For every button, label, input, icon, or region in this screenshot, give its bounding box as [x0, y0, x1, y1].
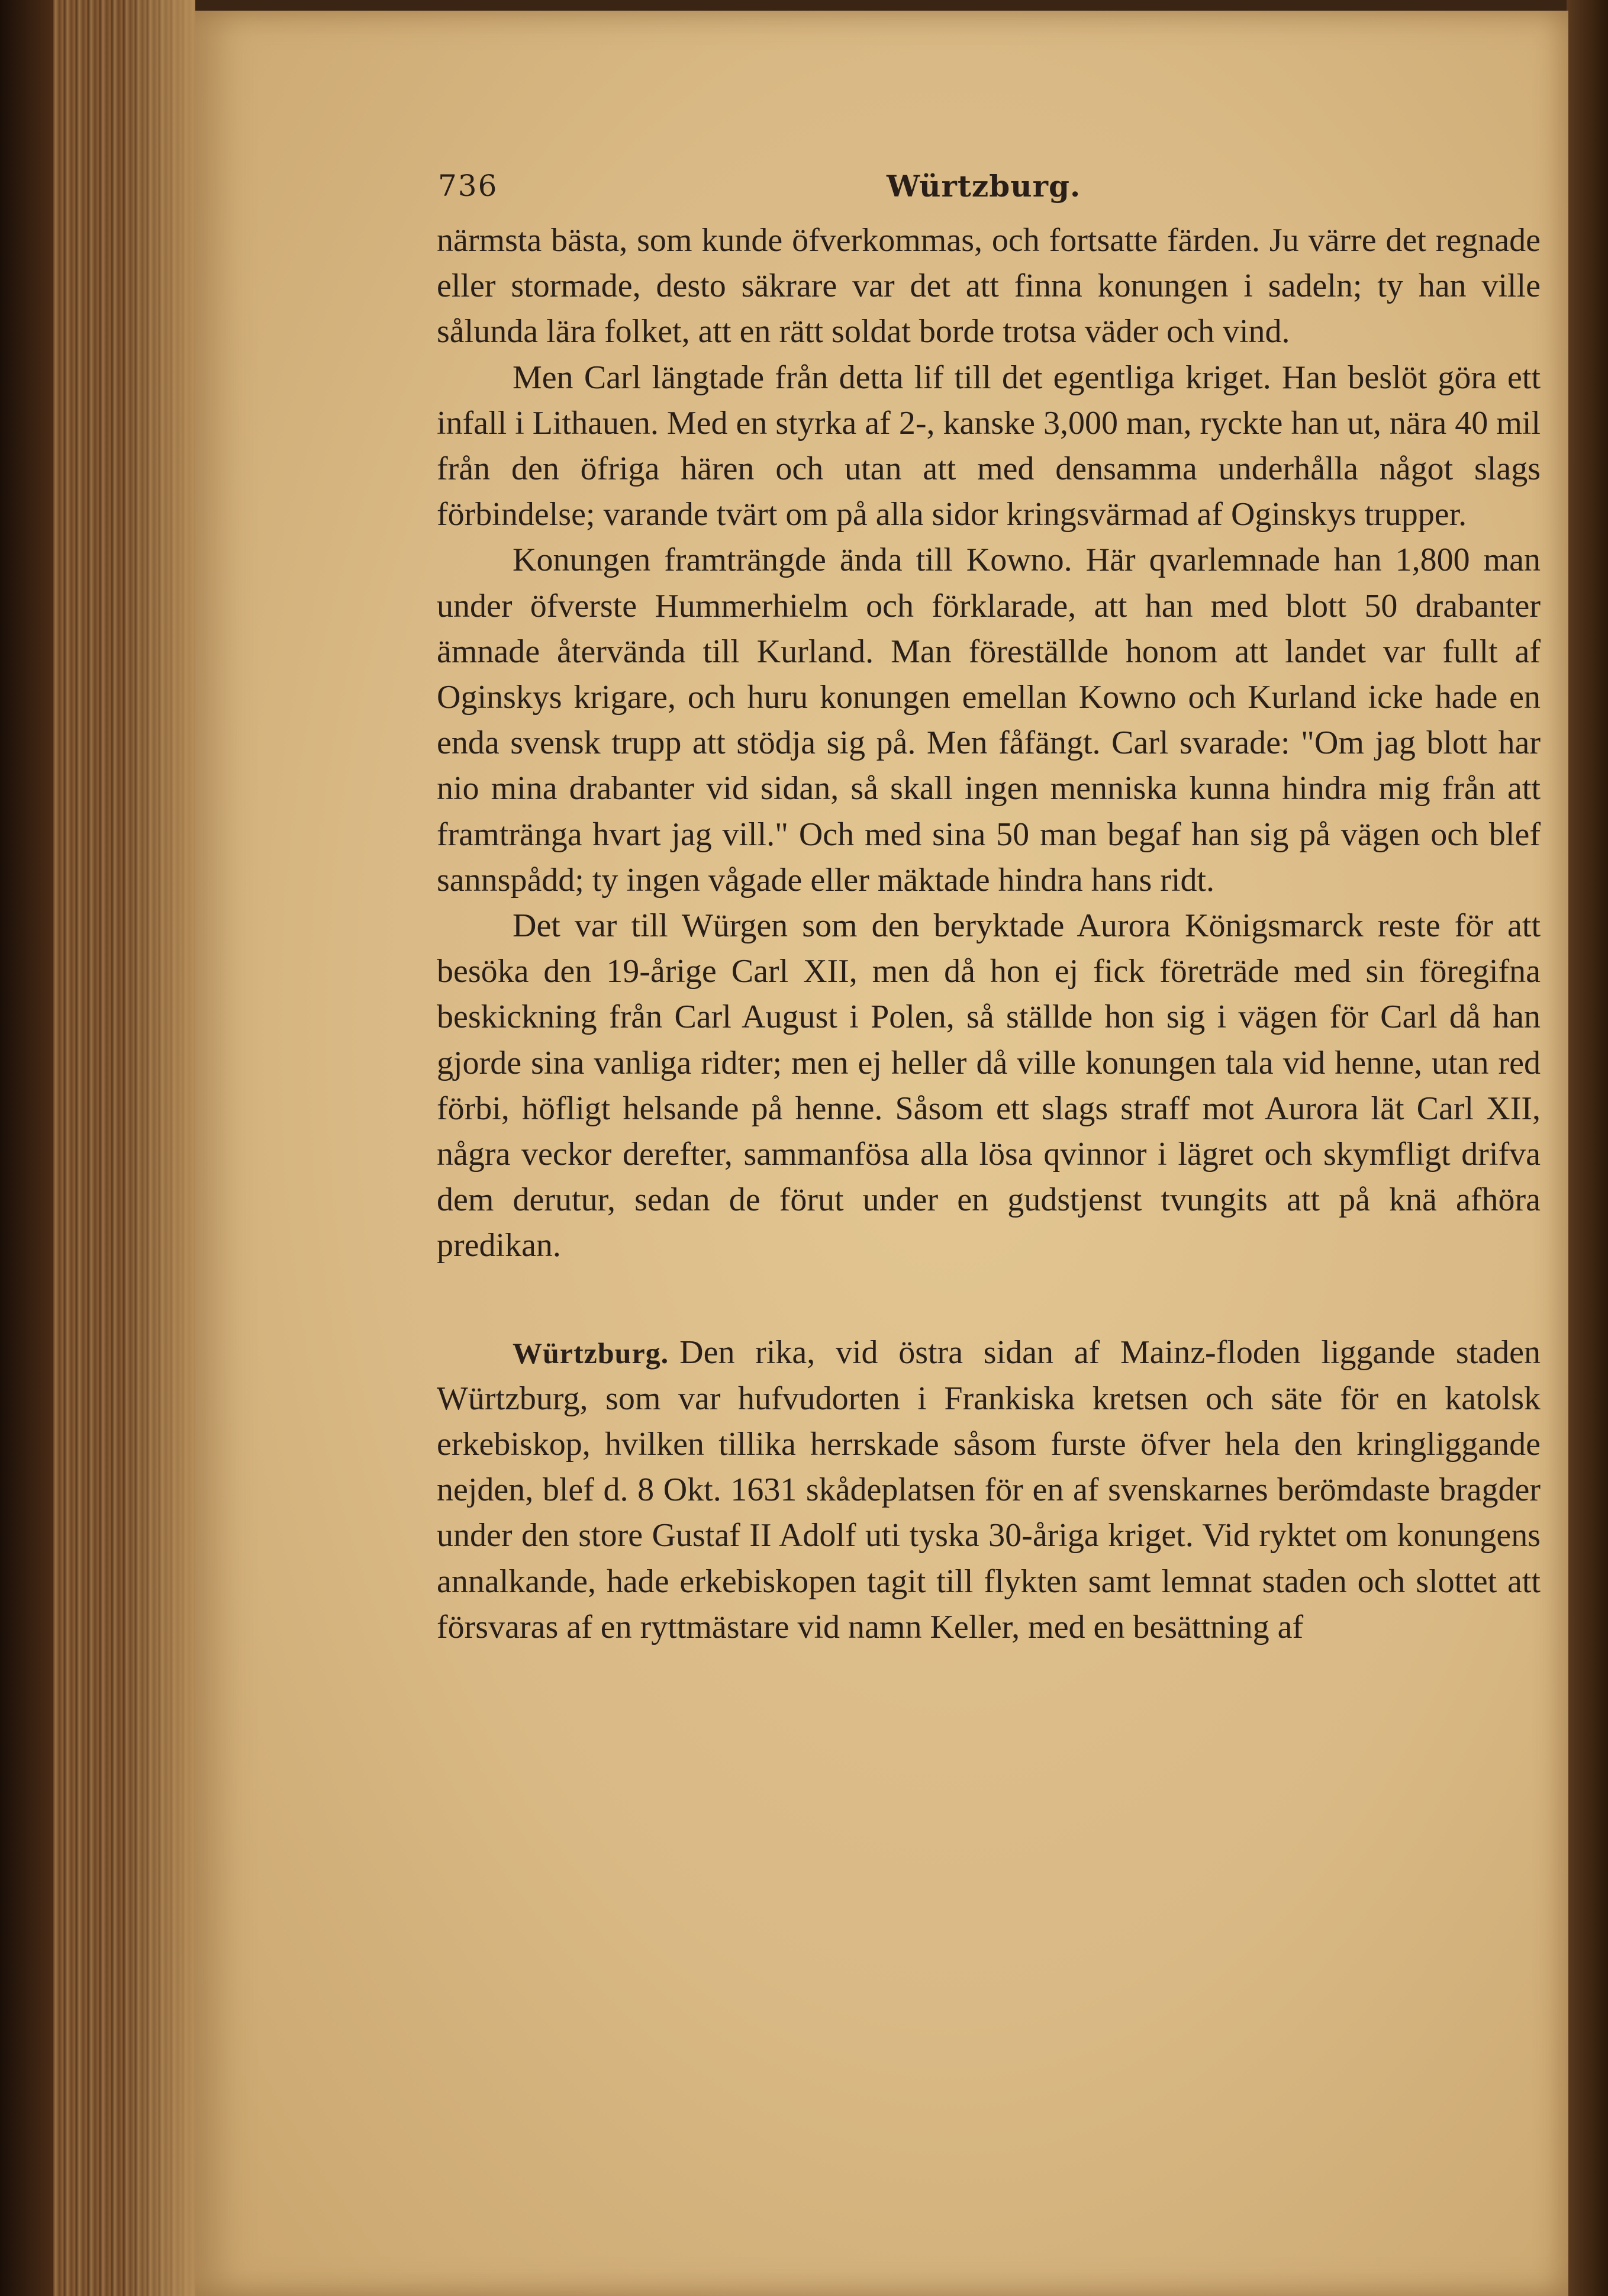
spine-shadow	[0, 0, 53, 2296]
paragraph-2: Men Carl längtade från detta lif till det egentliga kriget. Han beslöt göra ett infall i Lithauen. Med en styrka af 2-, kanske 3,000 man, ryckte han ut, nära 40 mil från den öfriga hären och utan att med densamma underhålla något slags förbindelse; varande tvärt om på alla sidor kringsvärmad af Oginskys trupper.	[437, 359, 1541, 533]
section-text: Den rika, vid östra sidan af Mainz-floden liggande staden Würtzburg, som var hufvudorten i Frankiska kretsen och säte för en katolsk erkebiskop, hvilken tillika herrskade såsom furste öfver hela den kringliggande nejden, blef d. 8 Okt. 1631 skådeplatsen för en af svenskarnes berömdaste bragder under den store Gustaf II Adolf uti tyska 30-åriga kriget. Vid ryktet om konungens annalkande, hade erkebiskopen tagit till flykten samt lemnat staden och slottet att försvaras af en ryttmästare vid namn Keller, med en besättning af	[437, 1334, 1541, 1645]
page-content	[437, 162, 1541, 1650]
paragraph-4: Det var till Würgen som den beryktade Aurora Königsmarck reste för att besöka den 19-årige Carl XII, men då hon ej fick företräde med sin föregifna beskickning från Carl August i Polen, så ställde hon sig i vägen för Carl då han gjorde sina vanliga ridter; men ej heller då ville konungen tala vid henne, utan red förbi, höfligt helsande på henne. Såsom ett slags straff mot Aurora lät Carl XII, några veckor derefter, sammanfösa alla lösa qvinnor i lägret och skymfligt drifva dem derutur, sedan de förut under en gudstjenst tvungits att på knä afhöra predikan.	[437, 907, 1541, 1264]
page-header	[437, 162, 1541, 218]
paragraph-3: Konungen framträngde ända till Kowno. Här qvarlemnade han 1,800 man under öfverste Hummerhielm och förklarade, att han med blott 50 drabanter ämnade återvända till Kurland. Man föreställde honom att landet var fullt af Oginskys krigare, och huru konungen emellan Kowno och Kurland icke hade en enda svensk trupp att stödja sig på. Men fåfängt. Carl svarade: "Om jag blott har nio mina drabanter vid sidan, så skall ingen menniska kunna hindra mig från att framtränga hvart jag vill." Och med sina 50 man begaf han sig på vägen och blef sannspådd; ty ingen vågade eller mäktade hindra hans ridt.	[437, 542, 1541, 899]
page-sheet	[195, 11, 1568, 2296]
body-text	[437, 218, 1541, 1650]
section-spacer	[437, 1269, 1541, 1330]
running-head: Würtzburg.	[887, 169, 1081, 204]
page-number: 736	[438, 169, 498, 203]
section-paragraph	[437, 1330, 1541, 1650]
right-page-edge	[1567, 0, 1608, 2296]
section-heading: Würtzburg.	[513, 1336, 669, 1370]
paragraph-1: närmsta bästa, som kunde öfverkommas, och fortsatte färden. Ju värre det regnade eller stormade, desto säkrare var det att finna konungen i sadeln; ty han ville sålunda lära folket, att en rätt soldat borde trotsa väder och vind.	[437, 222, 1541, 350]
